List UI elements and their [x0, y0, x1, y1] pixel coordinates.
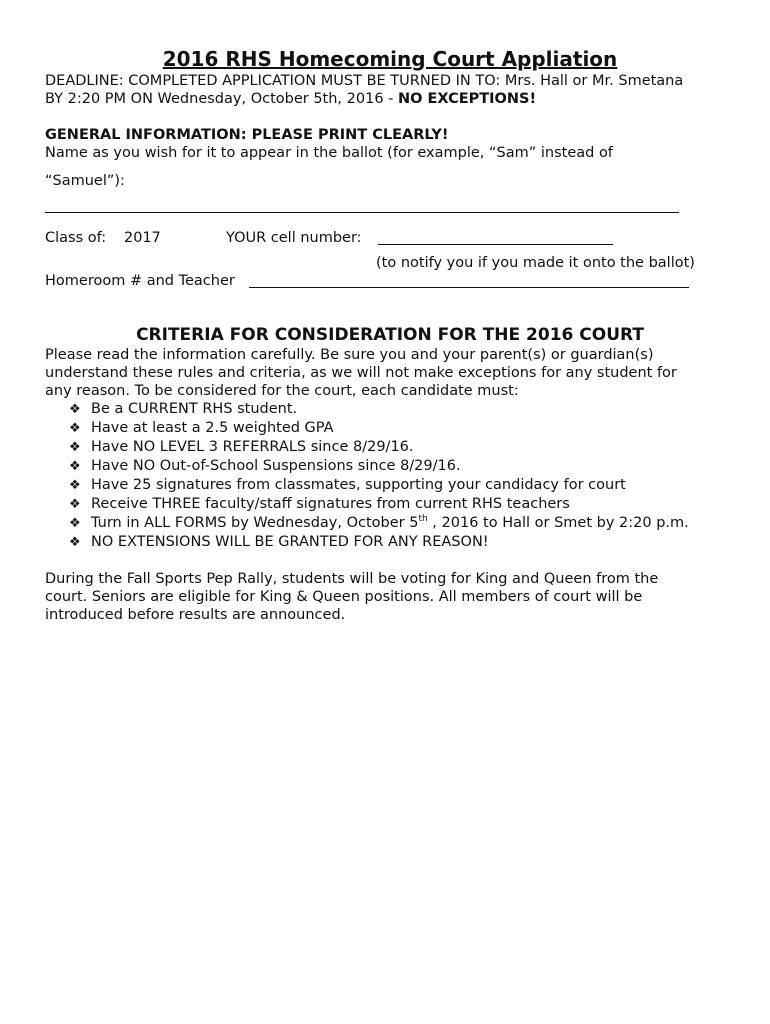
closing-line-3: introduced before results are announced.: [45, 607, 346, 623]
turn-in-text-end: , 2016 to Hall or Smet by 2:20 p.m.: [427, 515, 689, 531]
homeroom-field[interactable]: [249, 287, 689, 288]
criteria-item-text: Be a CURRENT RHS student.: [91, 401, 298, 417]
list-item: [69, 419, 735, 438]
cell-note-row: [45, 254, 735, 272]
criteria-item-text: Have at least a 2.5 weighted GPA: [91, 420, 334, 436]
list-item: [69, 476, 735, 495]
deadline-line-2: [45, 90, 735, 108]
spacer: [45, 108, 735, 126]
no-extensions-text: NO EXTENSIONS WILL BE GRANTED FOR ANY REASON!: [91, 534, 489, 550]
name-prompt-line-1: Name as you wish for it to appear in the ballot (for example, “Sam” instead of: [45, 145, 613, 161]
list-item: [69, 495, 735, 514]
list-item: [69, 514, 735, 533]
page-title: 2016 RHS Homecoming Court Appliation: [162, 47, 618, 71]
diamond-bullet-icon: ❖: [69, 535, 81, 550]
class-label: Class of:: [45, 230, 107, 246]
no-exceptions-notice: NO EXCEPTIONS!: [398, 91, 537, 107]
application-form: [45, 46, 735, 624]
name-prompt-line-2: “Samuel”):: [45, 173, 125, 189]
cell-note: (to notify you if you made it onto the ballot): [376, 255, 695, 271]
diamond-bullet-icon: ❖: [69, 440, 81, 455]
diamond-bullet-icon: ❖: [69, 459, 81, 474]
criteria-intro-2: understand these rules and criteria, as we will not make exceptions for any student for: [45, 365, 677, 381]
class-cell-row: [45, 229, 735, 247]
diamond-bullet-icon: ❖: [69, 478, 81, 493]
list-item: [69, 533, 735, 552]
closing-line-2: court. Seniors are eligible for King & Queen positions. All members of court will be: [45, 589, 643, 605]
diamond-bullet-icon: ❖: [69, 497, 81, 512]
list-item: [69, 438, 735, 457]
diamond-bullet-icon: ❖: [69, 402, 81, 417]
homeroom-row: [45, 272, 735, 290]
closing-line-1: During the Fall Sports Pep Rally, students will be voting for King and Queen from the: [45, 571, 659, 587]
turn-in-text: Turn in ALL FORMS by Wednesday, October 5: [91, 515, 419, 531]
homeroom-label: Homeroom # and Teacher: [45, 273, 235, 289]
class-value: 2017: [124, 230, 161, 246]
deadline-line-1: DEADLINE: COMPLETED APPLICATION MUST BE TURNED IN TO: Mrs. Hall or Mr. Smetana: [45, 73, 684, 89]
deadline-date: BY 2:20 PM ON Wednesday, October 5th, 2016 -: [45, 91, 398, 107]
criteria-item-text: Have 25 signatures from classmates, supporting your candidacy for court: [91, 477, 626, 493]
turn-in-superscript: th: [418, 514, 428, 525]
general-info-heading: GENERAL INFORMATION: PLEASE PRINT CLEARLY!: [45, 127, 449, 143]
criteria-intro-3: any reason. To be considered for the court, each candidate must:: [45, 383, 519, 399]
list-item: [69, 457, 735, 476]
criteria-item-text: Have NO LEVEL 3 REFERRALS since 8/29/16.: [91, 439, 414, 455]
criteria-item-text: Have NO Out-of-School Suspensions since 8/29/16.: [91, 458, 461, 474]
cell-number-label: YOUR cell number:: [226, 230, 362, 246]
diamond-bullet-icon: ❖: [69, 516, 81, 531]
name-field[interactable]: [45, 206, 679, 213]
criteria-heading: CRITERIA FOR CONSIDERATION FOR THE 2016 COURT: [136, 325, 644, 345]
criteria-intro-1: Please read the information carefully. Be sure you and your parent(s) or guardian(s): [45, 347, 654, 363]
diamond-bullet-icon: ❖: [69, 421, 81, 436]
criteria-item-text: Receive THREE faculty/staff signatures from current RHS teachers: [91, 496, 570, 512]
cell-number-field[interactable]: [378, 244, 613, 245]
list-item: [69, 400, 735, 419]
criteria-list: [45, 400, 735, 552]
